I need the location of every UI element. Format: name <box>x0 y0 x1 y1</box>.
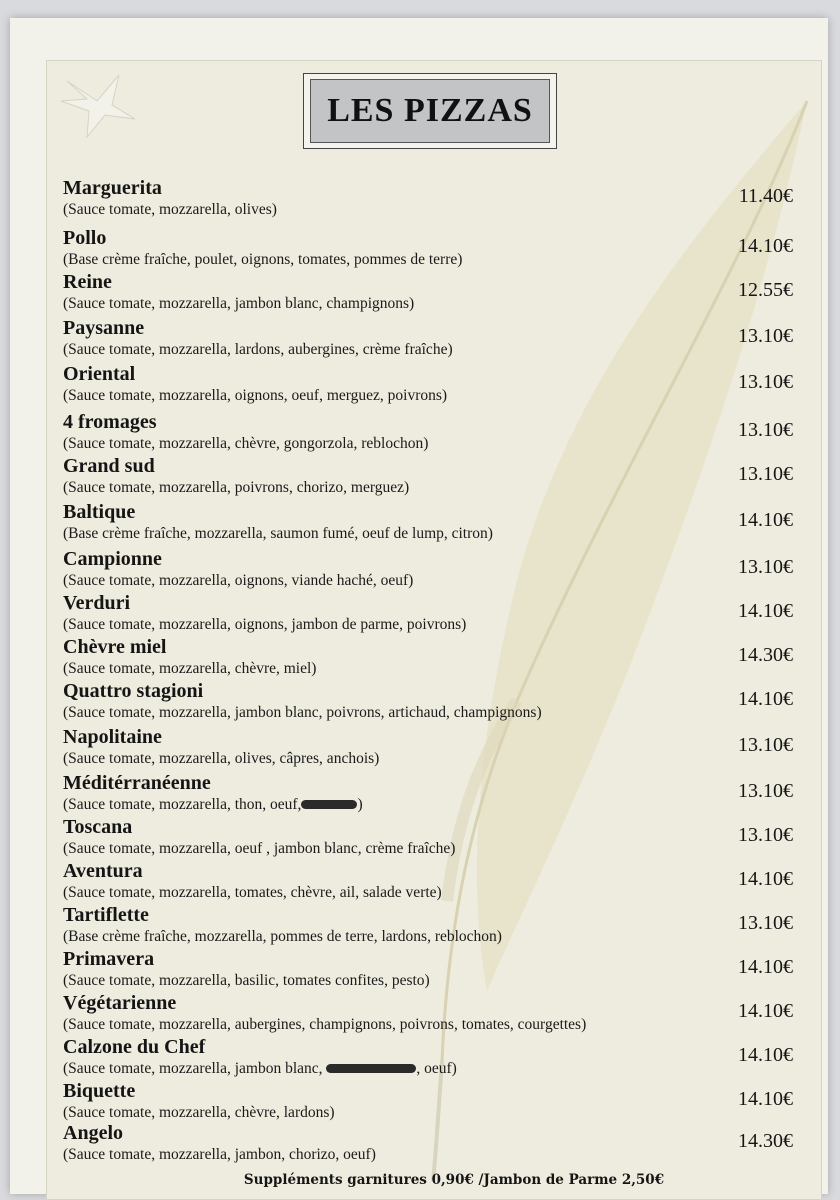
item-name: Angelo <box>63 1122 123 1144</box>
item-price: 14.10€ <box>738 688 793 710</box>
item-description <box>63 796 363 814</box>
item-name: Marguerita <box>63 177 162 199</box>
item-description: (Sauce tomate, mozzarella, lardons, aubergines, crème fraîche) <box>63 341 453 358</box>
menu-item <box>47 860 821 906</box>
item-name: Chèvre miel <box>63 636 167 658</box>
menu-item <box>47 548 821 594</box>
item-name: 4 fromages <box>63 411 157 433</box>
menu-card <box>46 60 822 1200</box>
menu-item <box>47 726 821 772</box>
menu-item <box>47 948 821 994</box>
item-price: 14.30€ <box>738 644 793 666</box>
item-price: 13.10€ <box>738 912 793 934</box>
item-name: Napolitaine <box>63 726 162 748</box>
menu-title: LES PIZZAS <box>310 79 550 143</box>
item-description: (Base crème fraîche, mozzarella, pommes de terre, lardons, reblochon) <box>63 928 502 945</box>
item-price: 14.10€ <box>738 1044 793 1066</box>
item-price: 14.10€ <box>738 1088 793 1110</box>
item-name: Tartiflette <box>63 904 149 926</box>
menu-item <box>47 501 821 547</box>
item-description: (Sauce tomate, mozzarella, aubergines, champignons, poivrons, tomates, courgettes) <box>63 1016 587 1033</box>
item-price: 14.10€ <box>738 235 793 257</box>
menu-item <box>47 680 821 726</box>
item-name: Baltique <box>63 501 136 523</box>
description-text: (Sauce tomate, mozzarella, thon, oeuf, <box>63 796 302 813</box>
menu-item <box>47 904 821 950</box>
item-name: Méditérranéenne <box>63 772 211 794</box>
item-description: (Sauce tomate, mozzarella, tomates, chèvre, ail, salade verte) <box>63 884 442 901</box>
menu-item <box>47 271 821 317</box>
item-price: 13.10€ <box>738 556 793 578</box>
item-description: (Sauce tomate, mozzarella, oignons, viande haché, oeuf) <box>63 572 414 589</box>
menu-item <box>47 816 821 862</box>
menu-item <box>47 1080 821 1126</box>
item-description: (Sauce tomate, mozzarella, olives, câpres, anchois) <box>63 750 380 767</box>
item-description: (Sauce tomate, mozzarella, chèvre, lardons) <box>63 1104 335 1121</box>
item-name: Grand sud <box>63 455 155 477</box>
item-description: (Sauce tomate, mozzarella, olives) <box>63 201 277 218</box>
menu-item <box>47 1036 821 1082</box>
item-name: Campionne <box>63 548 162 570</box>
description-text: (Sauce tomate, mozzarella, jambon blanc, <box>63 1060 323 1077</box>
menu-item <box>47 992 821 1038</box>
item-name: Toscana <box>63 816 133 838</box>
menu-item <box>47 227 821 273</box>
menu-item <box>47 1122 821 1168</box>
item-description: (Base crème fraîche, poulet, oignons, tomates, pommes de terre) <box>63 251 463 268</box>
menu-item <box>47 636 821 682</box>
item-name: Primavera <box>63 948 155 970</box>
menu-item <box>47 363 821 409</box>
item-description <box>63 1060 457 1078</box>
item-name: Quattro stagioni <box>63 680 204 702</box>
item-description: (Sauce tomate, mozzarella, basilic, tomates confites, pesto) <box>63 972 430 989</box>
menu-item <box>47 411 821 457</box>
item-description: (Sauce tomate, mozzarella, oignons, oeuf, merguez, poivrons) <box>63 387 448 404</box>
description-text: ) <box>357 796 363 813</box>
item-price: 13.10€ <box>738 824 793 846</box>
item-price: 13.10€ <box>738 463 793 485</box>
item-description: (Sauce tomate, mozzarella, poivrons, chorizo, merguez) <box>63 479 410 496</box>
redaction-scribble <box>301 800 357 809</box>
item-price: 13.10€ <box>738 780 793 802</box>
menu-item <box>47 592 821 638</box>
item-name: Verduri <box>63 592 131 614</box>
item-description: (Sauce tomate, mozzarella, jambon blanc, champignons) <box>63 295 415 312</box>
item-name: Reine <box>63 271 112 293</box>
item-description: (Sauce tomate, mozzarella, chèvre, gongorzola, reblochon) <box>63 435 429 452</box>
item-name: Oriental <box>63 363 136 385</box>
item-price: 14.10€ <box>738 509 793 531</box>
menu-item <box>47 772 821 818</box>
menu-item <box>47 317 821 363</box>
item-price: 11.40€ <box>738 185 793 207</box>
supplements-note: Suppléments garnitures 0,90€ /Jambon de Parme 2,50€ <box>243 1172 665 1188</box>
menu-item <box>47 177 821 223</box>
menu-sheet <box>10 18 828 1194</box>
item-price: 13.10€ <box>738 325 793 347</box>
item-price: 14.10€ <box>738 868 793 890</box>
menu-item <box>47 455 821 501</box>
item-name: Calzone du Chef <box>63 1036 206 1058</box>
item-name: Pollo <box>63 227 107 249</box>
item-name: Biquette <box>63 1080 136 1102</box>
item-name: Végétarienne <box>63 992 177 1014</box>
item-description: (Sauce tomate, mozzarella, oeuf , jambon blanc, crème fraîche) <box>63 840 456 857</box>
item-price: 13.10€ <box>738 419 793 441</box>
item-description: (Base crème fraîche, mozzarella, saumon fumé, oeuf de lump, citron) <box>63 525 493 542</box>
item-description: (Sauce tomate, mozzarella, jambon blanc, poivrons, artichaud, champignons) <box>63 704 542 721</box>
item-price: 14.30€ <box>738 1130 793 1152</box>
item-price: 14.10€ <box>738 600 793 622</box>
item-description: (Sauce tomate, mozzarella, chèvre, miel) <box>63 660 317 677</box>
item-description: (Sauce tomate, mozzarella, jambon, chorizo, oeuf) <box>63 1146 376 1163</box>
item-name: Paysanne <box>63 317 145 339</box>
item-description: (Sauce tomate, mozzarella, oignons, jambon de parme, poivrons) <box>63 616 467 633</box>
item-price: 13.10€ <box>738 371 793 393</box>
redaction-scribble <box>326 1064 416 1073</box>
item-price: 14.10€ <box>738 956 793 978</box>
item-price: 14.10€ <box>738 1000 793 1022</box>
description-text: , oeuf) <box>416 1060 457 1077</box>
item-price: 12.55€ <box>738 279 793 301</box>
item-name: Aventura <box>63 860 143 882</box>
item-price: 13.10€ <box>738 734 793 756</box>
pizza-list <box>47 61 821 1199</box>
